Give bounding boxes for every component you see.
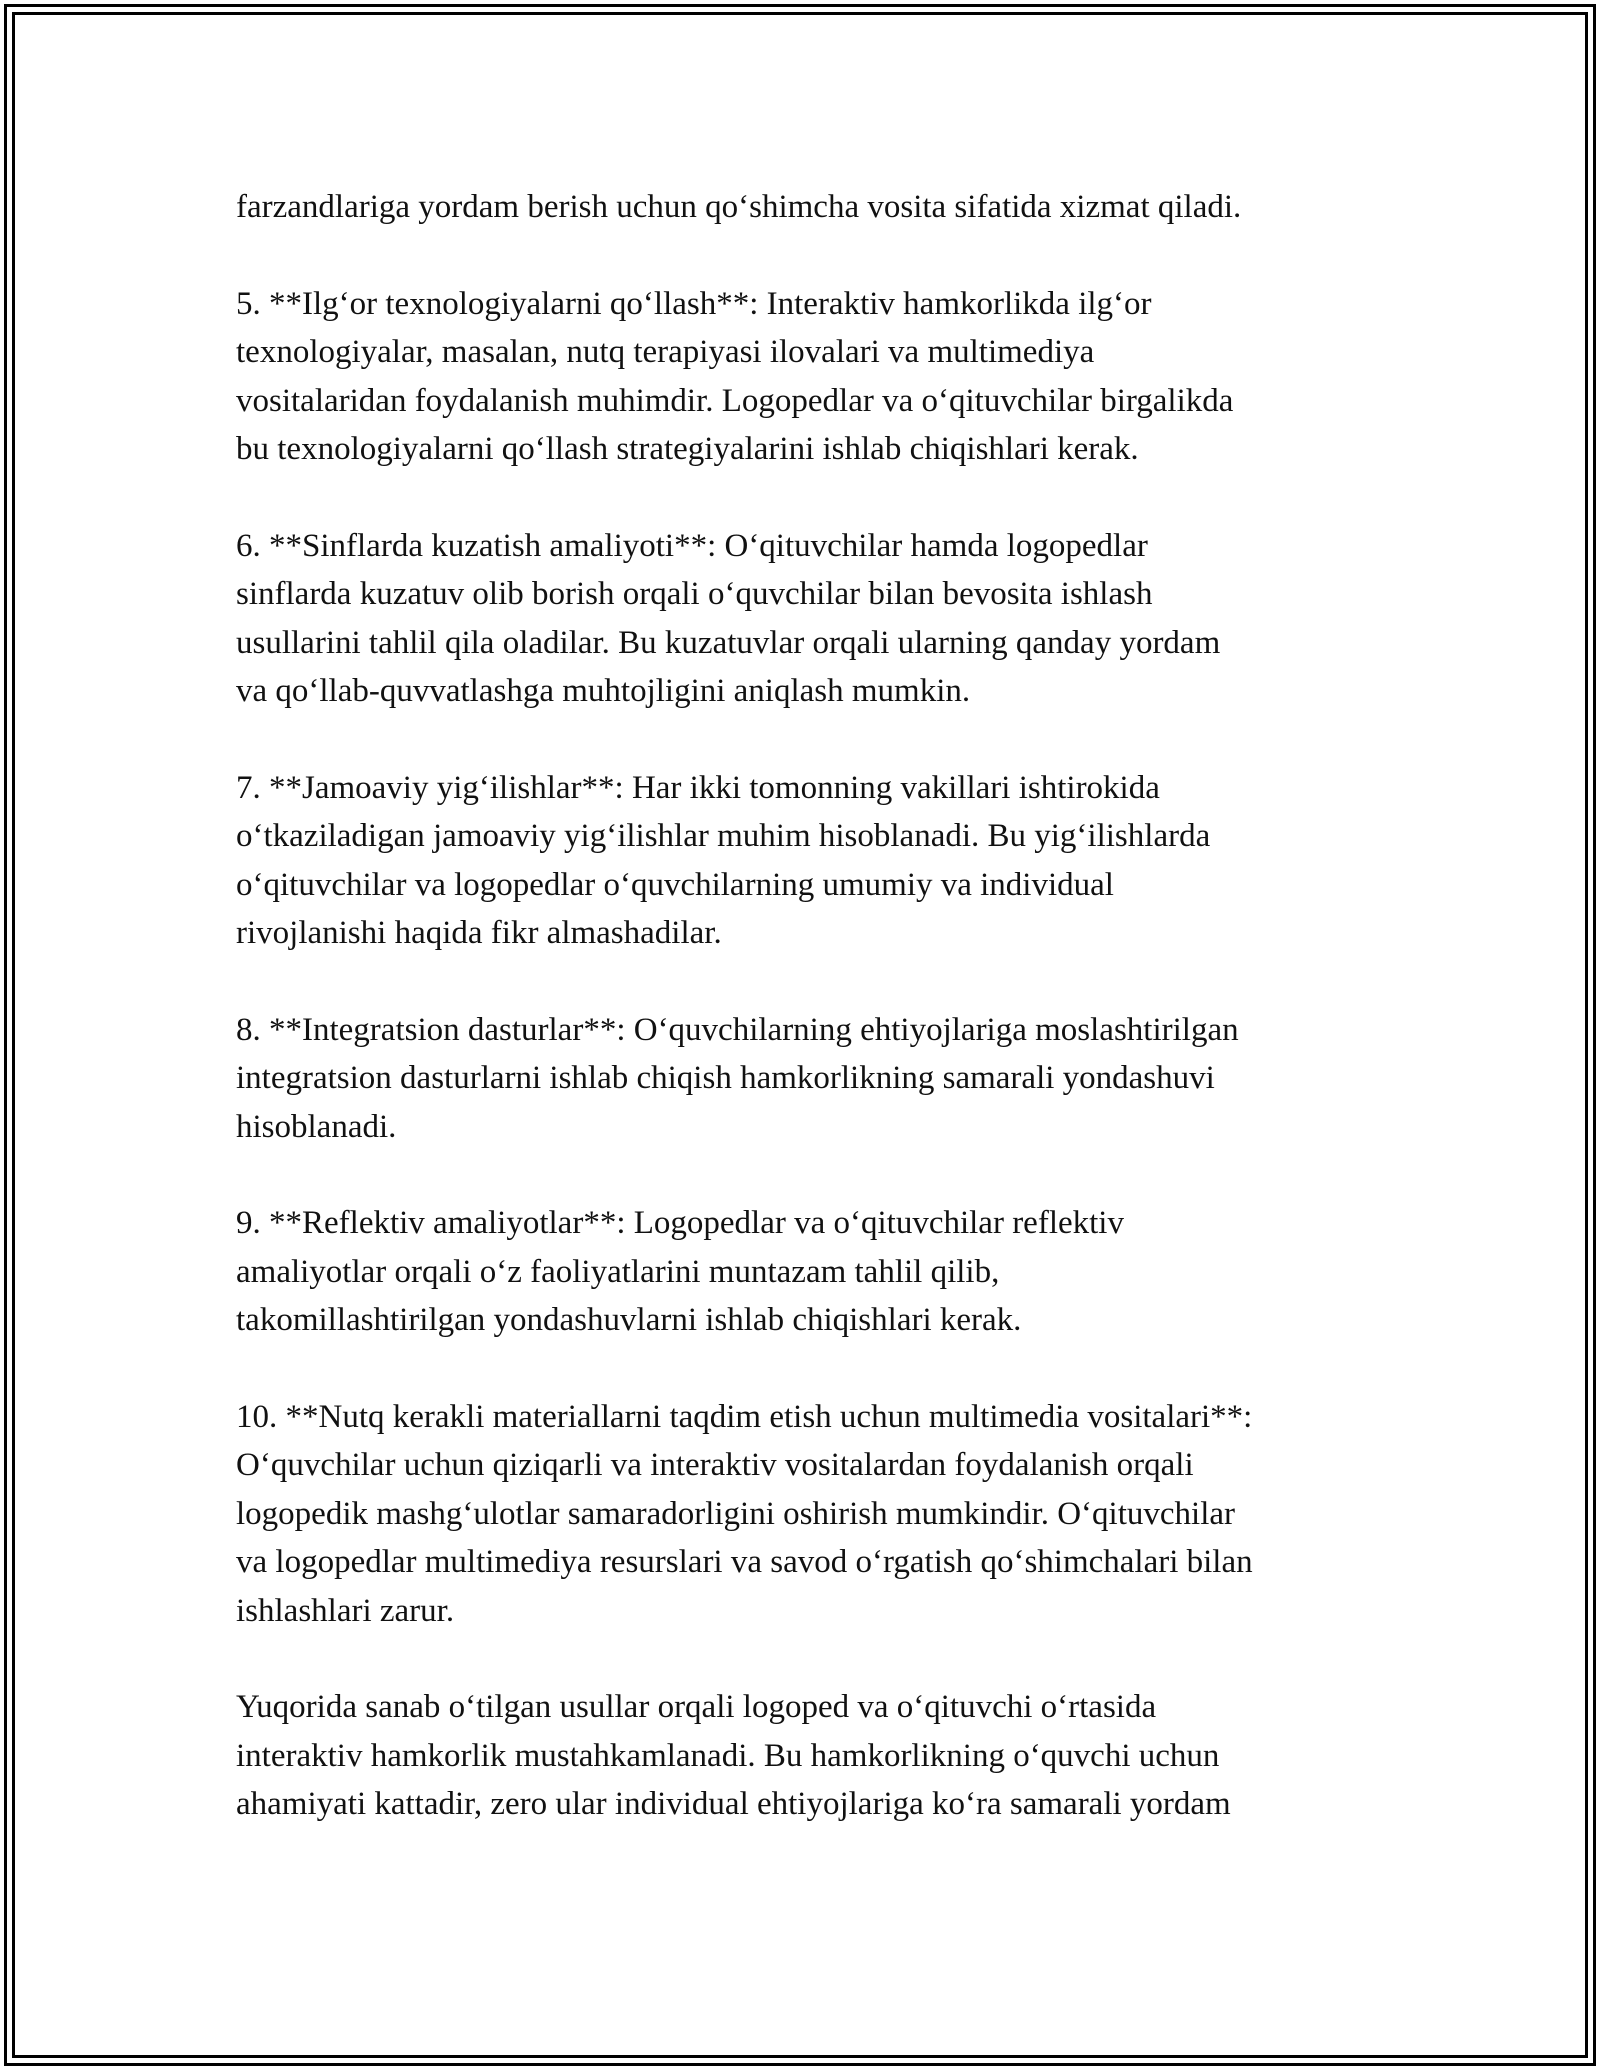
text-line: 10. **Nutq kerakli materiallarni taqdim etish uchun multimedia vositalari**: [236,1398,1253,1435]
text-line: amaliyotlar orqali o‘z faoliyatlarini muntazam tahlil qilib, [236,1253,1000,1290]
text-line: interaktiv hamkorlik mustahkamlanadi. Bu hamkorlikning o‘quvchi uchun [236,1737,1220,1774]
paragraph-item-5 [236,280,1386,474]
paragraph-item-8 [236,1006,1386,1152]
text-line: usullarini tahlil qila oladilar. Bu kuzatuvlar orqali ularning qanday yordam [236,624,1221,661]
text-line: 8. **Integratsion dasturlar**: O‘quvchilarning ehtiyojlariga moslashtirilgan [236,1011,1239,1048]
text-line: ishlashlari zarur. [236,1592,455,1629]
paragraph-conclusion [236,1683,1386,1829]
text-line: hisoblanadi. [236,1108,397,1145]
text-line: Yuqorida sanab o‘tilgan usullar orqali logoped va o‘qituvchi o‘rtasida [236,1689,1157,1725]
text-line: va logopedlar multimediya resurslari va savod o‘rgatish qo‘shimchalari bilan [236,1544,1253,1580]
text-line: o‘qituvchilar va logopedlar o‘quvchilarning umumiy va individual [236,866,1114,903]
text-line: o‘tkaziladigan jamoaviy yig‘ilishlar muhim hisoblanadi. Bu yig‘ilishlarda [236,818,1211,854]
text-line: va qo‘llab-quvvatlashga muhtojligini aniqlash mumkin. [236,673,971,709]
text-line: texnologiyalar, masalan, nutq terapiyasi ilovalari va multimediya [236,334,1095,370]
text-line: ahamiyati kattadir, zero ular individual ehtiyojlariga ko‘ra samarali yordam [236,1786,1231,1822]
text-line: 5. **Ilg‘or texnologiyalarni qo‘llash**: Interaktiv hamkorlikda ilg‘or [236,285,1152,322]
text-line: bu texnologiyalarni qo‘llash strategiyalarini ishlab chiqishlari kerak. [236,431,1139,467]
text-line: sinflarda kuzatuv olib borish orqali o‘quvchilar bilan bevosita ishlash [236,576,1153,612]
text-line: O‘quvchilar uchun qiziqarli va interaktiv vositalardan foydalanish orqali [236,1447,1194,1483]
text-line: 9. **Reflektiv amaliyotlar**: Logopedlar va o‘qituvchilar reflektiv [236,1205,1124,1241]
text-line: vositalaridan foydalanish muhimdir. Logopedlar va o‘qituvchilar birgalikda [236,382,1234,419]
text-line: takomillashtirilgan yondashuvlarni ishlab chiqishlari kerak. [236,1302,1022,1338]
text-line: integratsion dasturlarni ishlab chiqish hamkorlikning samarali yondashuvi [236,1060,1215,1096]
text-line: logopedik mashg‘ulotlar samaradorligini oshirish mumkindir. O‘qituvchilar [236,1495,1236,1532]
paragraph-item-6 [236,522,1386,716]
document-body [236,183,1386,1877]
paragraph-item-10 [236,1393,1386,1636]
text-line: rivojlanishi haqida fikr almashadilar. [236,915,722,951]
text-line: 7. **Jamoaviy yig‘ilishlar**: Har ikki tomonning vakillari ishtirokida [236,769,1160,806]
paragraph-continuation [236,183,1386,232]
text-line: farzandlariga yordam berish uchun qo‘shimcha vosita sifatida xizmat qiladi. [236,189,1242,225]
paragraph-item-9 [236,1199,1386,1345]
text-line: 6. **Sinflarda kuzatish amaliyoti**: O‘qituvchilar hamda logopedlar [236,527,1148,564]
paragraph-item-7 [236,764,1386,958]
